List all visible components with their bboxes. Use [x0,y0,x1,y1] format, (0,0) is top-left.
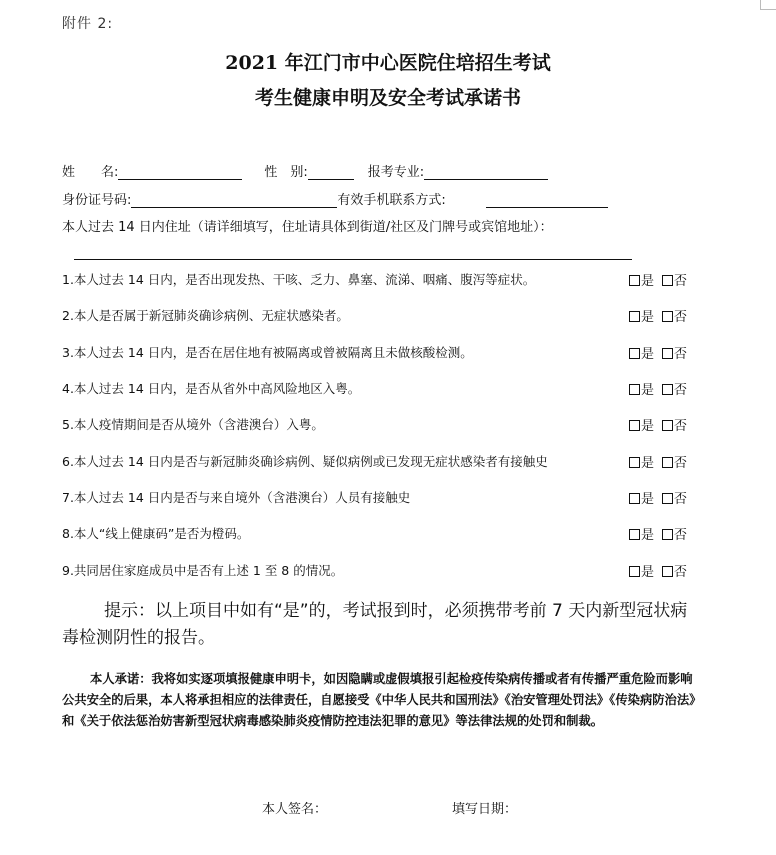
yes-label: 是 [641,565,655,580]
question-3-options [629,343,687,362]
personal-info-row-2 [62,189,608,208]
question-4: 4.本人过去 14 日内，是否从省外中高风险地区入粤。 [62,381,361,396]
name-label: 姓 名: [62,165,119,180]
yes-label: 是 [641,274,655,289]
date-label: 填写日期： [452,802,518,817]
no-label: 否 [674,274,688,289]
personal-info-row-1 [62,161,548,180]
yes-checkbox[interactable] [629,493,640,504]
yes-checkbox[interactable] [629,457,640,468]
question-5-options [629,415,687,434]
phone-field[interactable] [486,193,608,208]
attachment-label: 附件 2: [62,16,114,32]
yes-label: 是 [641,419,655,434]
no-checkbox[interactable] [662,275,673,286]
question-9: 9.共同居住家庭成员中是否有上述 1 至 8 的情况。 [62,563,344,578]
yes-checkbox[interactable] [629,529,640,540]
yes-checkbox[interactable] [629,384,640,395]
gender-label: 性 别: [264,165,308,180]
no-checkbox[interactable] [662,529,673,540]
yes-checkbox[interactable] [629,348,640,359]
no-label: 否 [674,492,688,507]
document-title: 2021 年江门市中心医院住培招生考试 [225,52,551,74]
question-2-options [629,306,687,325]
question-1: 1.本人过去 14 日内，是否出现发热、干咳、乏力、鼻塞、流涕、咽痛、腹泻等症状。 [62,272,536,287]
yes-label: 是 [641,383,655,398]
yes-label: 是 [641,310,655,325]
no-label: 否 [674,419,688,434]
signature-label: 本人签名： [262,802,328,817]
question-2: 2.本人是否属于新冠肺炎确诊病例、无症状感染者。 [62,308,349,323]
pledge-text: 本人承诺：我将如实逐项填报健康申明卡，如因隐瞒或虚假填报引起检疫传染病传播或者有传播严重危险而影响公共安全的后果，本人将承担相应的法律责任，自愿接受《中华人民共和国刑法》《治安管理处罚法》《传染病防治法》和《关于依法惩治妨害新型冠状病毒感染肺炎疫情防控违法犯罪的意见》等法律法规的处罚和制裁。 [62,671,702,728]
major-field[interactable] [424,165,548,180]
no-checkbox[interactable] [662,457,673,468]
address-label: 本人过去 14 日内住址（请详细填写，住址请具体到街道/社区及门牌号或宾馆地址）： [62,220,553,235]
question-5: 5.本人疫情期间是否从境外（含港澳台）入粤。 [62,417,324,432]
yes-label: 是 [641,347,655,362]
question-7-options [629,488,687,507]
address-field[interactable] [74,259,632,260]
yes-checkbox[interactable] [629,566,640,577]
major-label: 报考专业: [367,165,425,180]
no-checkbox[interactable] [662,311,673,322]
no-label: 否 [674,347,688,362]
no-label: 否 [674,383,688,398]
phone-label: 有效手机联系方式: [337,193,446,208]
document-subtitle: 考生健康申明及安全考试承诺书 [254,87,521,109]
id-label: 身份证号码: [62,193,132,208]
yes-label: 是 [641,492,655,507]
yes-checkbox[interactable] [629,275,640,286]
id-field[interactable] [131,193,337,208]
no-checkbox[interactable] [662,493,673,504]
question-7: 7.本人过去 14 日内是否与来自境外（含港澳台）人员有接触史 [62,490,411,505]
tip-text: 提示：以上项目中如有“是”的，考试报到时，必须携带考前 7 天内新型冠状病毒检测阴性的报告。 [62,601,688,648]
question-8: 8.本人“线上健康码”是否为橙码。 [62,526,250,541]
no-checkbox[interactable] [662,348,673,359]
question-9-options [629,561,687,580]
name-field[interactable] [118,165,242,180]
question-1-options [629,270,687,289]
no-label: 否 [674,456,688,471]
no-label: 否 [674,565,688,580]
gender-field[interactable] [308,165,354,180]
no-label: 否 [674,528,688,543]
question-3: 3.本人过去 14 日内，是否在居住地有被隔离或曾被隔离且未做核酸检测。 [62,345,473,360]
no-label: 否 [674,310,688,325]
question-6: 6.本人过去 14 日内是否与新冠肺炎确诊病例、疑似病例或已发现无症状感染者有接触史 [62,454,548,469]
yes-label: 是 [641,456,655,471]
no-checkbox[interactable] [662,566,673,577]
question-4-options [629,379,687,398]
yes-checkbox[interactable] [629,311,640,322]
yes-checkbox[interactable] [629,420,640,431]
no-checkbox[interactable] [662,420,673,431]
no-checkbox[interactable] [662,384,673,395]
question-8-options [629,524,687,543]
question-6-options [629,452,687,471]
yes-label: 是 [641,528,655,543]
page-corner-mark [760,0,776,10]
